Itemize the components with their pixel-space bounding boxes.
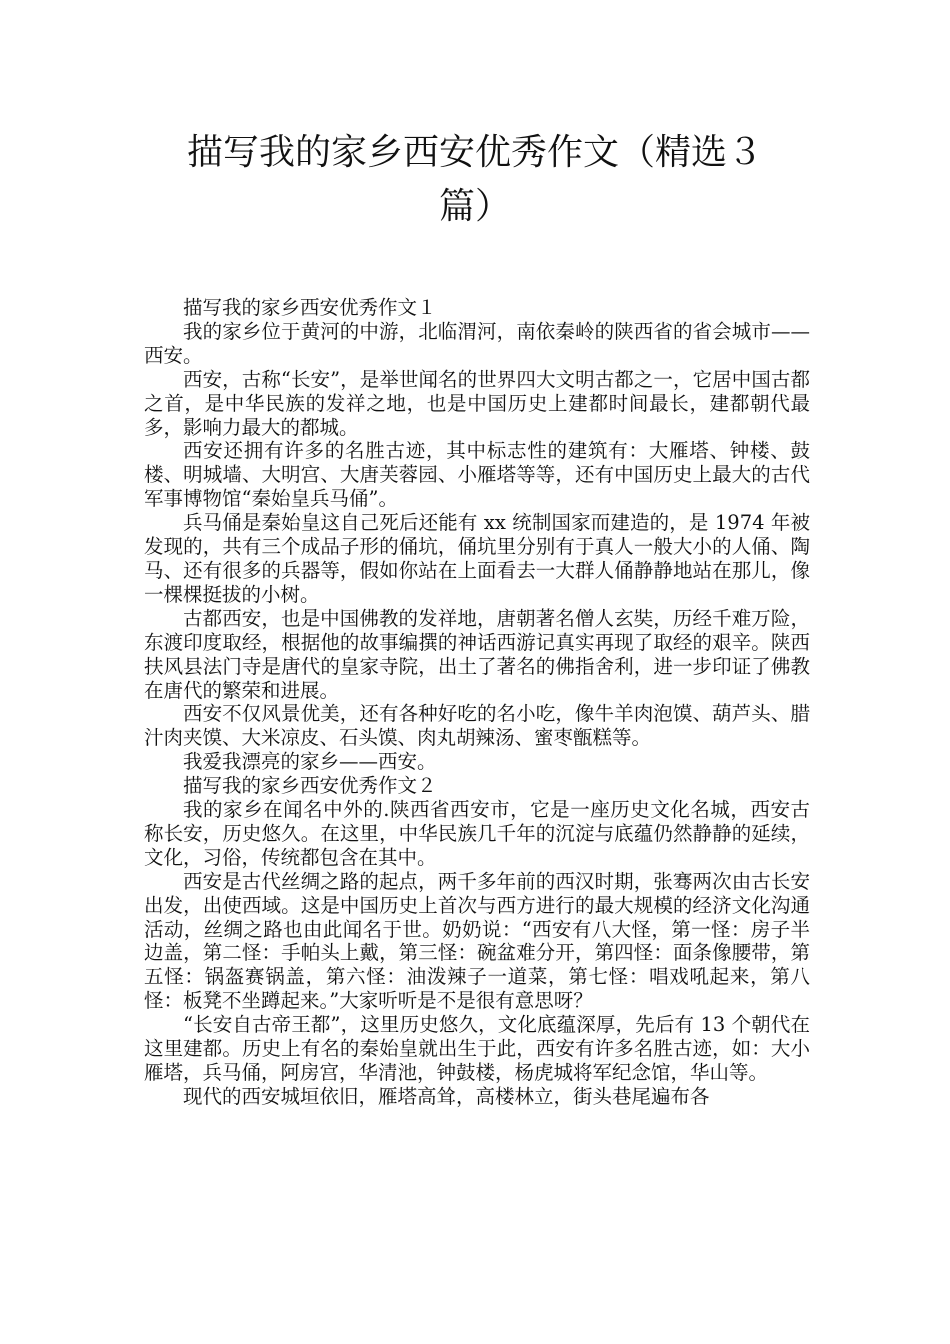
- paragraph: 我爱我漂亮的家乡——西安。: [183, 750, 437, 774]
- paragraph: 西安，古称“长安”，是举世闻名的世界四大文明古都之一，它居中国古都之首，是中华民族的发祥之地，也是中国历史上建都时间最长，建都朝代最多，影响力最大的都城。: [144, 367, 810, 439]
- paragraph: 西安不仅风景优美，还有各种好吃的名小吃，像牛羊肉泡馍、葫芦头、腊汁肉夹馍、大米凉皮、石头馍、肉丸胡辣汤、蜜枣甑糕等。: [144, 702, 810, 750]
- document-title: [150, 126, 800, 234]
- document-body: [144, 296, 810, 1109]
- paragraph: 古都西安，也是中国佛教的发祥地，唐朝著名僧人玄奘，历经千难万险，东渡印度取经，根据他的故事编撰的神话西游记真实再现了取经的艰辛。陕西扶风县法门寺是唐代的皇家寺院，出土了著名的佛指舍利，进一步印证了佛教在唐代的繁荣和进展。: [144, 606, 810, 702]
- paragraph: 我的家乡在闻名中外的.陕西省西安市，它是一座历史文化名城，西安古称长安，历史悠久。在这里，中华民族几千年的沉淀与底蕴仍然静静的延续，文化，习俗，传统都包含在其中。: [144, 798, 810, 869]
- paragraph: 我的家乡位于黄河的中游，北临渭河，南依秦岭的陕西省的省会城市——西安。: [144, 319, 810, 367]
- title-line-2: 篇）: [438, 186, 511, 227]
- paragraph: 西安还拥有许多的名胜古迹，其中标志性的建筑有：大雁塔、钟楼、鼓楼、明城墙、大明宫、大唐芙蓉园、小雁塔等等，还有中国历史上最大的古代军事博物馆“秦始皇兵马俑”。: [144, 439, 810, 511]
- paragraph: 现代的西安城垣依旧，雁塔高耸，高楼林立，街头巷尾遍布各: [183, 1084, 710, 1108]
- section-heading-1: 描写我的家乡西安优秀作文１: [183, 296, 437, 319]
- paragraph: 西安是古代丝绸之路的起点，两千多年前的西汉时期，张骞两次由古长安出发，出使西域。这是中国历史上首次与西方进行的最大规模的经济文化沟通活动，丝绸之路也由此闻名于世。奶奶说：“西安有八大怪，第一怪：房子半边盖，第二怪：手帕头上戴，第三怪：碗盆难分开，第四怪：面条像腰带，第五怪：锅盔赛锅盖，第六怪：油泼辣子一道菜，第七怪：唱戏吼起来，第八怪：板凳不坐蹲起来。”大家听听是不是很有意思呀？: [144, 869, 810, 1013]
- paragraph: 兵马俑是秦始皇这自己死后还能有 xx 统制国家而建造的，是 1974 年被发现的，共有三个成品子形的俑坑，俑坑里分别有于真人一般大小的人俑、陶马、还有很多的兵器等，假如你站在上面看去一大群人俑静静地站在那儿，像一棵棵挺拔的小树。: [144, 511, 810, 606]
- title-line-1: 描写我的家乡西安优秀作文（精选３: [186, 132, 763, 173]
- paragraph: “长安自古帝王都”，这里历史悠久，文化底蕴深厚，先后有 13 个朝代在这里建都。历史上有名的秦始皇就出生于此，西安有许多名胜古迹，如：大小雁塔，兵马俑，阿房宫，华清池，钟鼓楼，杨虎城将军纪念馆，华山等。: [144, 1013, 810, 1084]
- section-heading-2: 描写我的家乡西安优秀作文２: [183, 774, 437, 798]
